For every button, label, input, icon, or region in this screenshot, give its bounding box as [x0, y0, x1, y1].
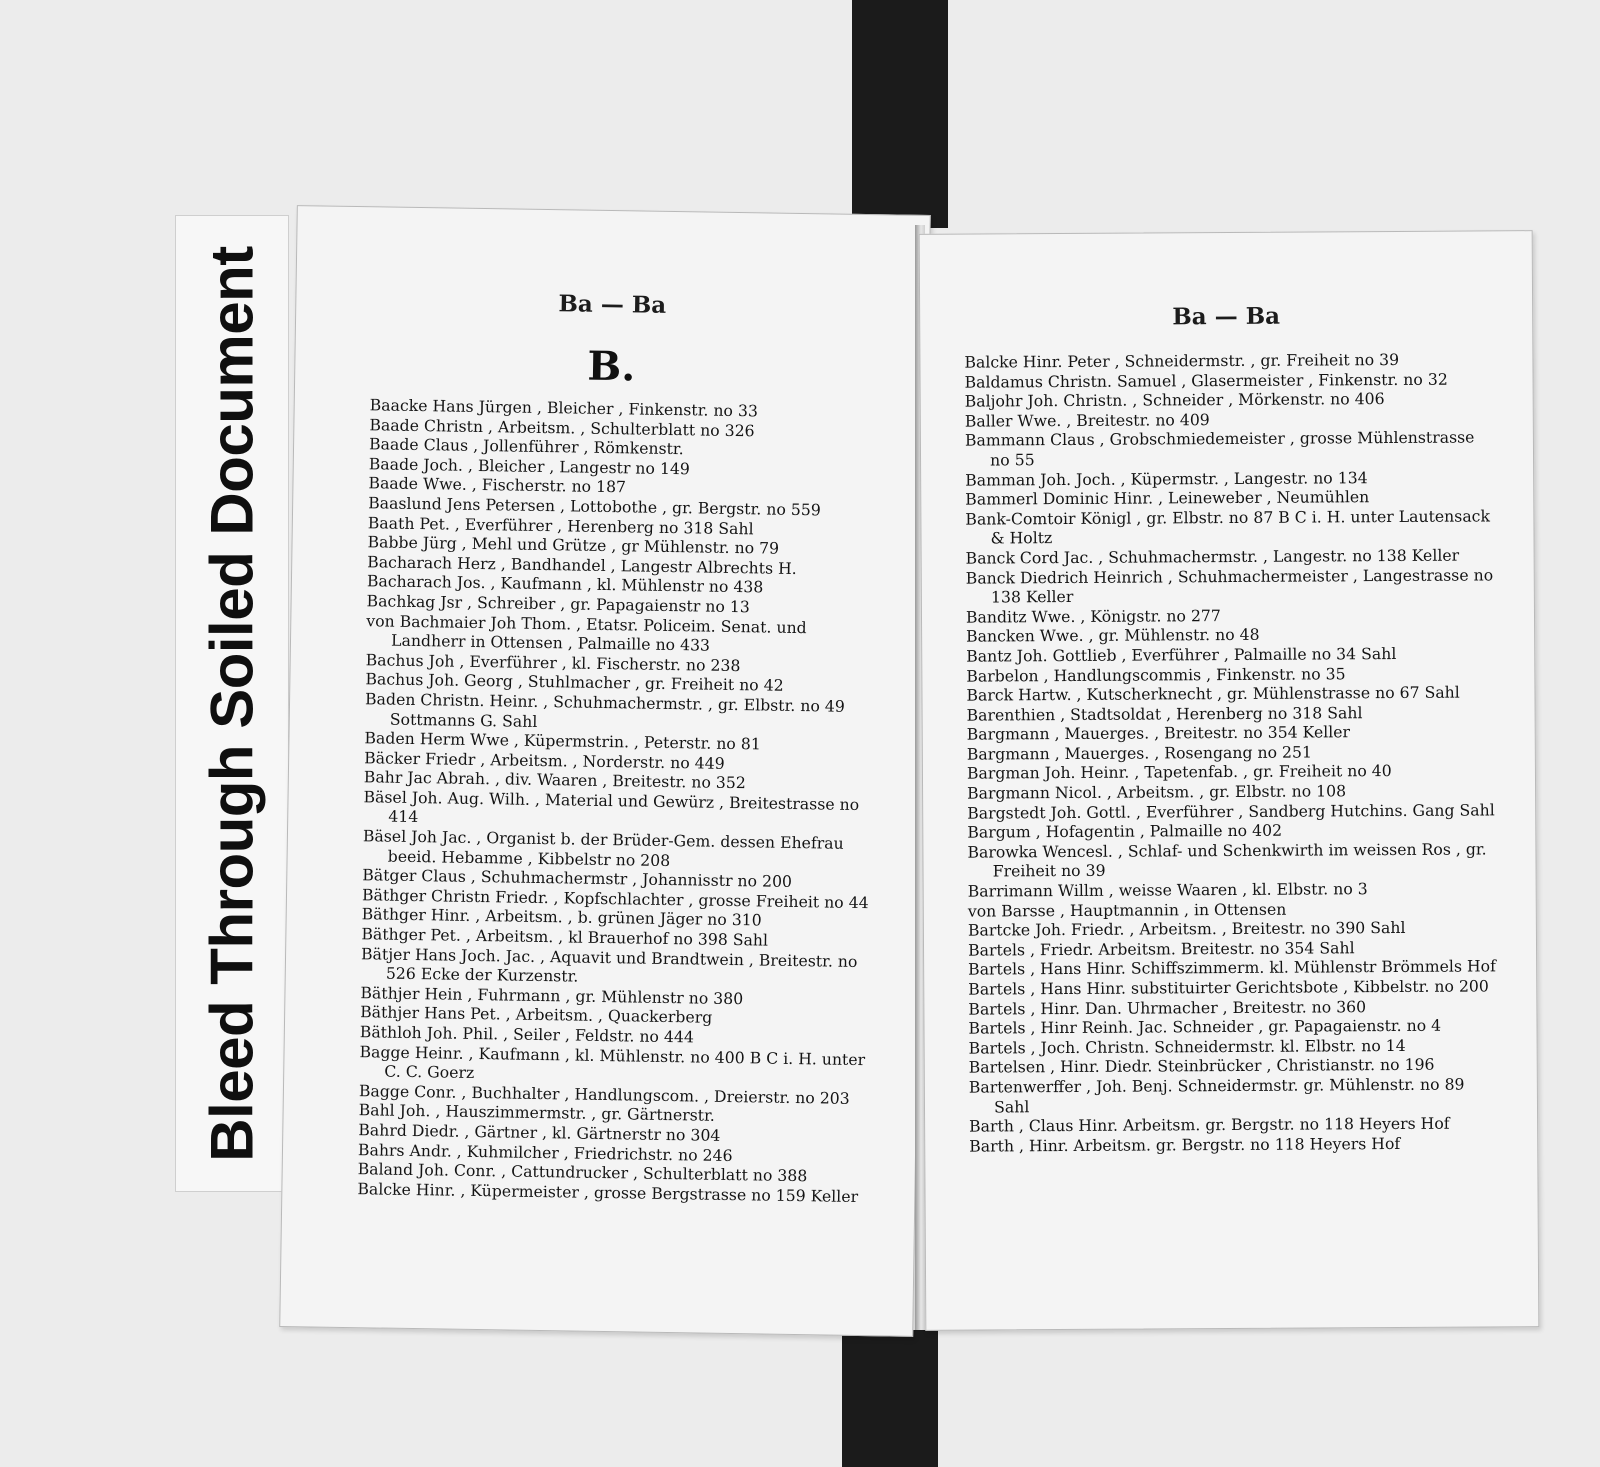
right-page [919, 230, 1540, 1331]
directory-entry: Bäthger Hinr. , Arbeitsm. , b. grünen Jäger no 310 [361, 904, 762, 930]
directory-entry: Balcke Hinr. Peter , Schneidermstr. , gr. Freiheit no 39 [964, 349, 1400, 372]
directory-entry: Bäcker Friedr , Arbeitsm. , Norderstr. no 449 [364, 747, 725, 773]
document-label-sidebar [175, 215, 289, 1192]
directory-entry: Bagge Heinr. , Kaufmann , kl. Mühlenstr. no 400 B C i. H. unter C. C. Goerz [359, 1041, 866, 1083]
directory-entry: von Bachmaier Joh Thom. , Etatsr. Policeim. Senat. und Landherr in Ottensen , Palmaille no 433 [366, 610, 807, 655]
directory-entry: Bartels , Hinr Reinh. Jac. Schneider , gr. Papagaienstr. no 4 [968, 1015, 1442, 1038]
directory-entry: Barck Hartw. , Kutscherknecht , gr. Mühlenstrasse no 67 Sahl [966, 682, 1460, 705]
directory-entry: Baldamus Christn. Samuel , Glasermeister , Finkenstr. no 32 [964, 369, 1448, 392]
directory-entry: Baade Joch. , Bleicher , Langestr no 149 [368, 454, 691, 479]
directory-entry: Banditz Wwe. , Königstr. no 277 [965, 605, 1221, 627]
directory-entry: Barth , Hinr. Arbeitsm. gr. Bergstr. no 118 Heyers Hof [969, 1133, 1401, 1156]
directory-entry: Baaslund Jens Petersen , Lottobothe , gr. Bergstr. no 559 [368, 493, 821, 520]
directory-entry: Bantz Joh. Gottlieb , Everführer , Palmaille no 34 Sahl [966, 643, 1397, 666]
directory-entry: Bahrd Diedr. , Gärtner , kl. Gärtnerstr no 304 [358, 1120, 721, 1145]
directory-entry: Baljohr Joh. Christn. , Schneider , Mörkenstr. no 406 [964, 389, 1385, 411]
directory-entry: Bargum , Hofagentin , Palmaille no 402 [967, 820, 1283, 842]
left-page [279, 205, 931, 1337]
directory-entry: Bachkag Jsr , Schreiber , gr. Papagaienstr no 13 [366, 591, 750, 617]
directory-entry: Bachus Joh , Everführer , kl. Fischerstr. no 238 [365, 649, 741, 675]
directory-entry: Baden Christn. Heinr. , Schuhmachermstr. , gr. Elbstr. no 49 Sottmanns G. Sahl [364, 689, 845, 731]
directory-entry: Banck Diedrich Heinrich , Schuhmachermeister , Langestrasse no 138 Keller [965, 564, 1494, 607]
directory-entry: Baade Wwe. , Fischerstr. no 187 [368, 473, 627, 497]
directory-entry: Bank-Comtoir Königl , gr. Elbstr. no 87 B C i. H. unter Lautensack & Holtz [965, 506, 1491, 548]
directory-entry: Bartels , Hans Hinr. substituirter Gerichtsbote , Kibbelstr. no 200 [968, 976, 1489, 999]
directory-entry: Bargman Joh. Heinr. , Tapetenfab. , gr. Freiheit no 40 [966, 761, 1392, 784]
section-letter: B. [587, 342, 636, 391]
directory-entry: Banck Cord Jac. , Schuhmachermstr. , Langestr. no 138 Keller [965, 545, 1460, 568]
left-entry-list [357, 395, 879, 1206]
directory-entry: Bancken Wwe. , gr. Mühlenstr. no 48 [966, 625, 1260, 646]
directory-entry: Bäthjer Hans Pet. , Arbeitsm. , Quackerberg [360, 1002, 713, 1028]
directory-entry: Barbelon , Handlungscommis , Finkenstr. no 35 [966, 663, 1346, 686]
directory-entry: Barrimann Willm , weisse Waaren , kl. Elbstr. no 3 [967, 879, 1368, 901]
directory-entry: Bargmann Nicol. , Arbeitsm. , gr. Elbstr. no 108 [967, 781, 1347, 803]
directory-entry: Bamman Joh. Joch. , Küpermstr. , Langestr. no 134 [965, 467, 1368, 490]
directory-entry: Bäthloh Joh. Phil. , Seiler , Feldstr. no 444 [359, 1022, 695, 1047]
directory-entry: Bacharach Herz , Bandhandel , Langestr Albrechts H. [367, 551, 797, 578]
directory-entry: Bargmann , Mauerges. , Breitestr. no 354 Keller [966, 722, 1351, 744]
directory-entry: Babbe Jürg , Mehl und Grütze , gr Mühlenstr. no 79 [367, 532, 780, 558]
directory-entry: Bätger Claus , Schuhmachermstr , Johannisstr no 200 [362, 865, 793, 892]
directory-entry: Bachus Joh. Georg , Stuhlmacher , gr. Freiheit no 42 [365, 669, 784, 696]
document-label-text: Bleed Through Soiled Document [198, 245, 266, 1162]
binder-clip-top [852, 0, 948, 228]
directory-entry: Baland Joh. Conr. , Cattundrucker , Schulterblatt no 388 [357, 1159, 808, 1186]
directory-entry: Bäthger Christn Friedr. , Kopfschlachter , grosse Freiheit no 44 [361, 885, 869, 913]
directory-entry: Baade Christn , Arbeitsm. , Schulterblatt no 326 [369, 414, 755, 440]
directory-entry: Baacke Hans Jürgen , Bleicher , Finkenstr. no 33 [369, 395, 759, 421]
directory-entry: Baade Claus , Jollenführer , Römkenstr. [368, 434, 684, 459]
directory-entry: Bahl Joh. , Hauszimmermstr. , gr. Gärtnerstr. [358, 1100, 715, 1126]
directory-entry: Bacharach Jos. , Kaufmann , kl. Mühlenstr no 438 [366, 571, 764, 597]
directory-entry: Baath Pet. , Everführer , Herenberg no 318 Sahl [367, 512, 754, 538]
directory-entry: Barth , Claus Hinr. Arbeitsm. gr. Bergstr. no 118 Heyers Hof [969, 1113, 1450, 1136]
directory-entry: Bagge Conr. , Buchhalter , Handlungscom. , Dreierstr. no 203 [358, 1080, 850, 1108]
binder-clip-bottom [842, 1330, 938, 1467]
right-page-header: Ba — Ba [1172, 302, 1281, 331]
directory-entry: Bäsel Joh Jac. , Organist b. der Brüder-Gem. dessen Ehefrau beeid. Hebamme , Kibbelstr no 208 [362, 826, 844, 870]
directory-entry: Bäthjer Hein , Fuhrmann , gr. Mühlenstr no 380 [360, 983, 744, 1009]
directory-entry: von Barsse , Hauptmannin , in Ottensen [967, 899, 1287, 921]
directory-entry: Bammerl Dominic Hinr. , Leineweber , Neumühlen [965, 487, 1370, 509]
directory-entry: Baller Wwe. , Breitestr. no 409 [964, 409, 1210, 431]
left-page-header: Ba — Ba [558, 290, 667, 319]
directory-entry: Bahrs Andr. , Kuhmilcher , Friedrichstr. no 246 [357, 1139, 733, 1165]
directory-entry: Barenthien , Stadtsoldat , Herenberg no 318 Sahl [966, 702, 1363, 725]
directory-entry: Bartenwerffer , Joh. Benj. Schneidermstr. gr. Mühlenstr. no 89 Sahl [968, 1074, 1465, 1117]
directory-entry: Bahr Jac Abrah. , div. Waaren , Breitestr. no 352 [363, 767, 746, 793]
directory-entry: Bartels , Hans Hinr. Schiffszimmerm. kl. Mühlenstr Brömmels Hof [968, 956, 1496, 980]
directory-entry: Balcke Hinr. , Küpermeister , grosse Bergstrasse no 159 Keller [357, 1178, 859, 1206]
directory-entry: Bammann Claus , Grobschmiedemeister , grosse Mühlenstrasse no 55 [964, 427, 1475, 470]
directory-entry: Bargmann , Mauerges. , Rosengang no 251 [966, 742, 1313, 764]
directory-entry: Bartelsen , Hinr. Diedr. Steinbrücker , Christianstr. no 196 [968, 1055, 1435, 1077]
directory-entry: Bäsel Joh. Aug. Wilh. , Material und Gewürz , Breitestrasse no 414 [363, 787, 860, 827]
directory-entry: Bartels , Friedr. Arbeitsm. Breitestr. no 354 Sahl [967, 938, 1355, 960]
directory-entry: Bartels , Hinr. Dan. Uhrmacher , Breitestr. no 360 [968, 996, 1367, 1019]
directory-entry: Barowka Wencesl. , Schlaf- und Schenkwirth im weissen Ros , gr. Freiheit no 39 [967, 839, 1487, 881]
directory-entry: Bartels , Joch. Christn. Schneidermstr. kl. Elbstr. no 14 [968, 1035, 1406, 1058]
directory-entry: Bartcke Joh. Friedr. , Arbeitsm. , Breitestr. no 390 Sahl [967, 918, 1406, 940]
directory-entry: Bätjer Hans Joch. Jac. , Aquavit und Brandtwein , Breitestr. no 526 Ecke der Kurzenstr. [360, 943, 858, 986]
directory-entry: Bäthger Pet. , Arbeitsm. , kl Brauerhof no 398 Sahl [361, 924, 769, 950]
directory-entry: Bargstedt Joh. Gottl. , Everführer , Sandberg Hutchins. Gang Sahl [967, 800, 1495, 823]
right-entry-list [964, 349, 1497, 1156]
directory-entry: Baden Herm Wwe , Küpermstrin. , Peterstr. no 81 [364, 728, 761, 754]
